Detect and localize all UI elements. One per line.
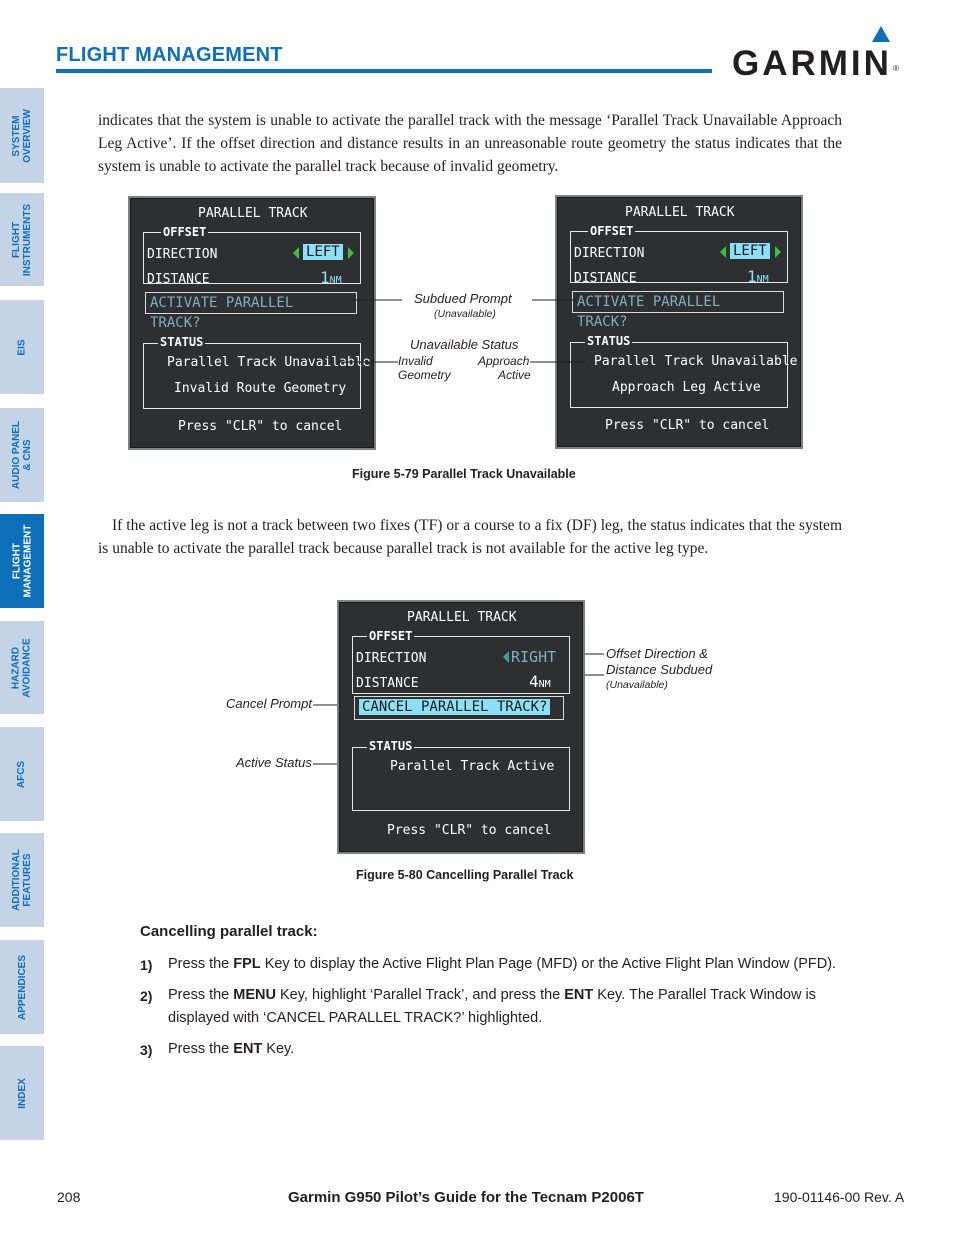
tab-label: EIS [16, 338, 28, 356]
callout-cancel-prompt: Cancel Prompt [226, 696, 312, 711]
distance-value-subdued[interactable]: 4NM [529, 672, 551, 691]
logo-registered-mark: ® [893, 64, 899, 73]
callout-subdued-prompt: Subdued Prompt [414, 291, 512, 306]
callout-subdued-prompt-sub: (Unavailable) [434, 308, 496, 320]
direction-label: DIRECTION [356, 651, 427, 666]
status-label: STATUS [160, 335, 204, 349]
tab-label: FLIGHT INSTRUMENTS [11, 203, 34, 276]
cancel-prompt[interactable]: CANCEL PARALLEL TRACK? [354, 696, 564, 720]
callout-offset-direction: Offset Direction & [606, 646, 708, 661]
direction-value[interactable]: LEFT [730, 243, 770, 259]
status-line-1: Parallel Track Active [390, 759, 555, 774]
offset-label: OFFSET [590, 224, 634, 238]
distance-value[interactable]: 1NM [320, 268, 342, 287]
arrow-left-icon [503, 651, 509, 663]
direction-value-subdued[interactable]: RIGHT [511, 648, 557, 666]
procedure-title: Cancelling parallel track: [140, 923, 318, 940]
step-1-text: Press the FPL Key to display the Active Flight Plan Page (MFD) or the Active Flight Plan Window (PFD). [168, 956, 837, 972]
window-title: PARALLEL TRACK [198, 206, 308, 221]
callout-unavailable-status: Unavailable Status [410, 337, 519, 352]
tab-label: ADDITIONAL FEATURES [11, 849, 34, 911]
activate-prompt-subdued[interactable]: ACTIVATE PARALLEL TRACK? [572, 291, 784, 313]
status-line-2: Invalid Route Geometry [174, 381, 347, 396]
step-2-text: Press the MENU Key, highlight ‘Parallel Track’, and press the ENT Key. The Parallel Track Window is displayed with ‘CANCEL PARALLEL TRACK?’ highlighted. [168, 987, 816, 1026]
callout-active-status: Active Status [236, 755, 312, 770]
distance-value[interactable]: 1NM [747, 267, 769, 286]
direction-value[interactable]: LEFT [303, 244, 343, 260]
logo-text: GARMIN [732, 44, 892, 83]
tab-label: AUDIO PANEL & CNS [11, 420, 33, 490]
status-label: STATUS [369, 739, 413, 753]
figure-caption-5-79: Figure 5-79 Parallel Track Unavailable [352, 467, 576, 481]
distance-label: DISTANCE [147, 272, 210, 287]
tab-label: APPENDICES [16, 954, 28, 1020]
clr-cancel-hint: Press "CLR" to cancel [605, 418, 770, 433]
tab-label: SYSTEM OVERVIEW [11, 108, 33, 163]
clr-cancel-hint: Press "CLR" to cancel [387, 823, 552, 838]
document-number: 190-01146-00 Rev. A [774, 1189, 905, 1205]
offset-label: OFFSET [163, 225, 207, 239]
window-title: PARALLEL TRACK [407, 610, 517, 625]
page-number: 208 [57, 1189, 81, 1205]
callout-active: Active [498, 368, 531, 382]
parallel-track-window-active [337, 600, 585, 854]
clr-cancel-hint: Press "CLR" to cancel [178, 419, 343, 434]
offset-label: OFFSET [369, 629, 413, 643]
callout-invalid: Invalid [398, 354, 433, 368]
status-line-2: Approach Leg Active [612, 380, 761, 395]
direction-label: DIRECTION [147, 247, 218, 262]
step-number: 3) [140, 1042, 153, 1058]
step-number: 2) [140, 988, 153, 1004]
body-paragraph-1: indicates that the system is unable to activate the parallel track with the message ‘Parallel Track Unavailable Approach Leg Active’. If the offset direction and distance results in an unreasonable route geometry the status indicates that the system is unable to activate the parallel track because of invalid geometry. [98, 112, 842, 175]
tab-label: HAZARD AVOIDANCE [11, 637, 34, 698]
step-number: 1) [140, 957, 153, 973]
figure-caption-5-80: Figure 5-80 Cancelling Parallel Track [356, 868, 574, 882]
callout-approach: Approach [478, 354, 530, 368]
distance-label: DISTANCE [574, 271, 637, 286]
direction-label: DIRECTION [574, 246, 645, 261]
activate-prompt-subdued[interactable]: ACTIVATE PARALLEL TRACK? [145, 292, 357, 314]
callout-geometry: Geometry [398, 368, 451, 382]
body-paragraph-2: If the active leg is not a track between two fixes (TF) or a course to a fix (DF) leg, the status indicates that the system is unable to activate the parallel track because parallel track is not available for the active leg type. [98, 517, 842, 557]
status-label: STATUS [587, 334, 631, 348]
callout-offset-sub: (Unavailable) [606, 679, 668, 691]
status-line-1: Parallel Track Unavailable [594, 354, 798, 369]
status-line-1: Parallel Track Unavailable [167, 355, 371, 370]
window-title: PARALLEL TRACK [625, 205, 735, 220]
status-box [352, 747, 570, 811]
tab-label: INDEX [16, 1077, 28, 1109]
tab-label: AFCS [16, 760, 28, 788]
footer-title: Garmin G950 Pilot’s Guide for the Tecnam P2006T [288, 1189, 644, 1206]
tab-label: FLIGHT MANAGEMENT [11, 524, 33, 598]
step-3-text: Press the ENT Key. [168, 1041, 295, 1057]
distance-label: DISTANCE [356, 676, 419, 691]
callout-distance-subdued: Distance Subdued [606, 662, 713, 677]
section-title: FLIGHT MANAGEMENT [56, 44, 283, 66]
